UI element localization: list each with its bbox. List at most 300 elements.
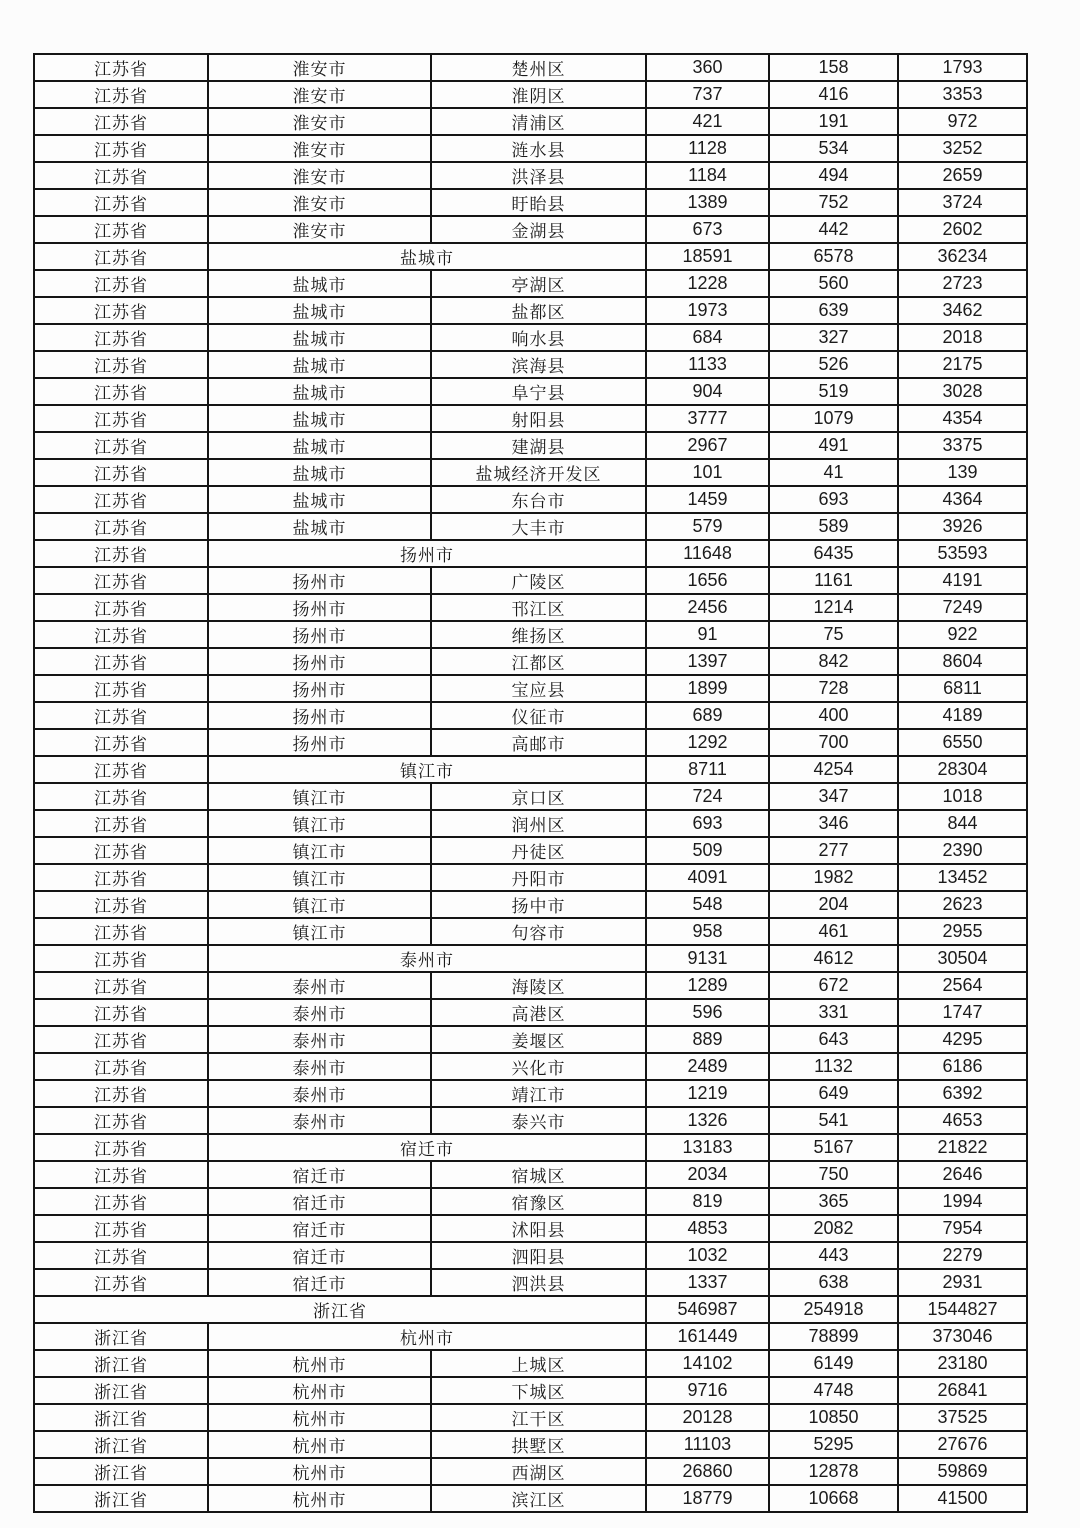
- cell-district: 丹徒区: [431, 837, 646, 864]
- cell-value-2: 327: [769, 324, 898, 351]
- cell-value-1: 548: [646, 891, 769, 918]
- table-row: [34, 891, 1027, 918]
- cell-district: 高港区: [431, 999, 646, 1026]
- cell-value-3: 2623: [898, 891, 1027, 918]
- cell-value-3: 3462: [898, 297, 1027, 324]
- cell-district: 东台市: [431, 486, 646, 513]
- cell-value-1: 684: [646, 324, 769, 351]
- cell-value-2: 5295: [769, 1431, 898, 1458]
- cell-province: 江苏省: [34, 297, 208, 324]
- table-row: [34, 945, 1027, 972]
- cell-value-1: 2456: [646, 594, 769, 621]
- cell-province: 浙江省: [34, 1350, 208, 1377]
- table-row: [34, 567, 1027, 594]
- cell-province: 江苏省: [34, 1053, 208, 1080]
- cell-value-1: 13183: [646, 1134, 769, 1161]
- cell-value-2: 443: [769, 1242, 898, 1269]
- cell-city-merged: 镇江市: [208, 756, 646, 783]
- cell-value-3: 6392: [898, 1080, 1027, 1107]
- cell-district: 上城区: [431, 1350, 646, 1377]
- cell-value-2: 1161: [769, 567, 898, 594]
- cell-city: 盐城市: [208, 432, 431, 459]
- cell-province: 浙江省: [34, 1323, 208, 1350]
- cell-city: 盐城市: [208, 270, 431, 297]
- cell-value-2: 700: [769, 729, 898, 756]
- cell-district: 句容市: [431, 918, 646, 945]
- cell-city: 杭州市: [208, 1377, 431, 1404]
- cell-province: 江苏省: [34, 999, 208, 1026]
- cell-district: 建湖县: [431, 432, 646, 459]
- cell-value-3: 6550: [898, 729, 1027, 756]
- cell-value-1: 889: [646, 1026, 769, 1053]
- cell-value-3: 23180: [898, 1350, 1027, 1377]
- cell-province: 江苏省: [34, 918, 208, 945]
- cell-district: 滨海县: [431, 351, 646, 378]
- cell-value-2: 728: [769, 675, 898, 702]
- cell-value-1: 689: [646, 702, 769, 729]
- cell-district: 金湖县: [431, 216, 646, 243]
- cell-province: 江苏省: [34, 648, 208, 675]
- cell-province: 江苏省: [34, 1026, 208, 1053]
- cell-city: 淮安市: [208, 108, 431, 135]
- cell-value-1: 18591: [646, 243, 769, 270]
- cell-value-2: 6149: [769, 1350, 898, 1377]
- cell-value-2: 639: [769, 297, 898, 324]
- cell-value-3: 1747: [898, 999, 1027, 1026]
- cell-province: 江苏省: [34, 459, 208, 486]
- table-row: [34, 675, 1027, 702]
- cell-city-merged: 宿迁市: [208, 1134, 646, 1161]
- cell-district: 滨江区: [431, 1485, 646, 1512]
- cell-value-1: 1899: [646, 675, 769, 702]
- table-row: [34, 1242, 1027, 1269]
- cell-value-1: 14102: [646, 1350, 769, 1377]
- cell-value-1: 18779: [646, 1485, 769, 1512]
- cell-value-1: 2034: [646, 1161, 769, 1188]
- table-row: [34, 972, 1027, 999]
- cell-value-1: 3777: [646, 405, 769, 432]
- cell-city-merged: 扬州市: [208, 540, 646, 567]
- cell-value-1: 421: [646, 108, 769, 135]
- cell-city: 镇江市: [208, 837, 431, 864]
- cell-city: 杭州市: [208, 1485, 431, 1512]
- cell-district: 射阳县: [431, 405, 646, 432]
- cell-city: 宿迁市: [208, 1269, 431, 1296]
- cell-city: 扬州市: [208, 594, 431, 621]
- cell-value-2: 191: [769, 108, 898, 135]
- cell-city: 杭州市: [208, 1404, 431, 1431]
- cell-value-3: 4653: [898, 1107, 1027, 1134]
- cell-value-3: 2931: [898, 1269, 1027, 1296]
- cell-district: 盐都区: [431, 297, 646, 324]
- cell-value-3: 41500: [898, 1485, 1027, 1512]
- cell-district: 姜堰区: [431, 1026, 646, 1053]
- cell-value-3: 28304: [898, 756, 1027, 783]
- cell-value-3: 2279: [898, 1242, 1027, 1269]
- cell-district: 泗阳县: [431, 1242, 646, 1269]
- cell-province: 江苏省: [34, 621, 208, 648]
- cell-value-3: 1544827: [898, 1296, 1027, 1323]
- cell-value-3: 6186: [898, 1053, 1027, 1080]
- table-row: [34, 756, 1027, 783]
- cell-value-3: 2646: [898, 1161, 1027, 1188]
- cell-value-1: 1289: [646, 972, 769, 999]
- cell-value-2: 331: [769, 999, 898, 1026]
- cell-province: 江苏省: [34, 378, 208, 405]
- cell-province: 江苏省: [34, 783, 208, 810]
- cell-value-1: 360: [646, 54, 769, 81]
- cell-value-1: 9131: [646, 945, 769, 972]
- cell-city: 镇江市: [208, 810, 431, 837]
- cell-city: 盐城市: [208, 405, 431, 432]
- cell-province: 江苏省: [34, 1080, 208, 1107]
- cell-value-2: 4612: [769, 945, 898, 972]
- table-row: [34, 54, 1027, 81]
- cell-district: 维扬区: [431, 621, 646, 648]
- cell-province: 浙江省: [34, 1485, 208, 1512]
- cell-value-2: 672: [769, 972, 898, 999]
- cell-district: 清浦区: [431, 108, 646, 135]
- cell-value-3: 7249: [898, 594, 1027, 621]
- cell-value-1: 1397: [646, 648, 769, 675]
- cell-value-2: 400: [769, 702, 898, 729]
- cell-district: 拱墅区: [431, 1431, 646, 1458]
- cell-value-3: 972: [898, 108, 1027, 135]
- cell-value-3: 7954: [898, 1215, 1027, 1242]
- cell-value-1: 1292: [646, 729, 769, 756]
- table-row: [34, 1404, 1027, 1431]
- cell-province-merged: 浙江省: [34, 1296, 646, 1323]
- cell-province: 江苏省: [34, 513, 208, 540]
- cell-value-2: 4748: [769, 1377, 898, 1404]
- table-row: [34, 459, 1027, 486]
- cell-value-2: 1214: [769, 594, 898, 621]
- cell-value-1: 20128: [646, 1404, 769, 1431]
- cell-province: 浙江省: [34, 1404, 208, 1431]
- table-row: [34, 648, 1027, 675]
- cell-province: 江苏省: [34, 1188, 208, 1215]
- table-row: [34, 216, 1027, 243]
- cell-value-3: 4364: [898, 486, 1027, 513]
- cell-city: 宿迁市: [208, 1188, 431, 1215]
- cell-value-1: 904: [646, 378, 769, 405]
- cell-city: 扬州市: [208, 567, 431, 594]
- cell-value-2: 5167: [769, 1134, 898, 1161]
- table-row: [34, 1296, 1027, 1323]
- cell-city-merged: 杭州市: [208, 1323, 646, 1350]
- cell-value-1: 11103: [646, 1431, 769, 1458]
- cell-district: 响水县: [431, 324, 646, 351]
- cell-district: 广陵区: [431, 567, 646, 594]
- cell-value-2: 519: [769, 378, 898, 405]
- cell-province: 江苏省: [34, 162, 208, 189]
- cell-value-2: 541: [769, 1107, 898, 1134]
- cell-value-2: 842: [769, 648, 898, 675]
- cell-value-1: 509: [646, 837, 769, 864]
- cell-city: 宿迁市: [208, 1242, 431, 1269]
- cell-province: 江苏省: [34, 486, 208, 513]
- cell-value-1: 2489: [646, 1053, 769, 1080]
- cell-value-1: 4091: [646, 864, 769, 891]
- cell-province: 浙江省: [34, 1458, 208, 1485]
- cell-city: 盐城市: [208, 351, 431, 378]
- cell-value-1: 11648: [646, 540, 769, 567]
- cell-district: 西湖区: [431, 1458, 646, 1485]
- cell-city: 镇江市: [208, 783, 431, 810]
- cell-province: 浙江省: [34, 1431, 208, 1458]
- cell-value-2: 589: [769, 513, 898, 540]
- table-row: [34, 108, 1027, 135]
- cell-value-3: 3724: [898, 189, 1027, 216]
- cell-city: 扬州市: [208, 702, 431, 729]
- table-row: [34, 1431, 1027, 1458]
- table-row: [34, 513, 1027, 540]
- cell-value-1: 1326: [646, 1107, 769, 1134]
- cell-city-merged: 泰州市: [208, 945, 646, 972]
- cell-value-3: 139: [898, 459, 1027, 486]
- table-row: [34, 378, 1027, 405]
- cell-city: 扬州市: [208, 648, 431, 675]
- cell-value-3: 3028: [898, 378, 1027, 405]
- cell-province: 江苏省: [34, 729, 208, 756]
- cell-province: 江苏省: [34, 837, 208, 864]
- cell-district: 江干区: [431, 1404, 646, 1431]
- table-row: [34, 1053, 1027, 1080]
- cell-district: 兴化市: [431, 1053, 646, 1080]
- table-row: [34, 135, 1027, 162]
- cell-district: 宿城区: [431, 1161, 646, 1188]
- cell-city: 盐城市: [208, 513, 431, 540]
- cell-value-2: 752: [769, 189, 898, 216]
- cell-value-2: 494: [769, 162, 898, 189]
- table-row: [34, 594, 1027, 621]
- cell-province: 江苏省: [34, 945, 208, 972]
- cell-province: 江苏省: [34, 1215, 208, 1242]
- table-row: [34, 243, 1027, 270]
- cell-value-1: 8711: [646, 756, 769, 783]
- table-row: [34, 1026, 1027, 1053]
- cell-value-2: 643: [769, 1026, 898, 1053]
- cell-value-2: 204: [769, 891, 898, 918]
- cell-city: 泰州市: [208, 1026, 431, 1053]
- table-row: [34, 1269, 1027, 1296]
- cell-province: 江苏省: [34, 1161, 208, 1188]
- cell-value-2: 347: [769, 783, 898, 810]
- cell-province: 江苏省: [34, 405, 208, 432]
- table-row: [34, 918, 1027, 945]
- cell-province: 江苏省: [34, 135, 208, 162]
- cell-district: 下城区: [431, 1377, 646, 1404]
- cell-value-3: 3926: [898, 513, 1027, 540]
- cell-city: 杭州市: [208, 1350, 431, 1377]
- table-row: [34, 405, 1027, 432]
- cell-value-1: 1128: [646, 135, 769, 162]
- table-row: [34, 162, 1027, 189]
- cell-value-2: 158: [769, 54, 898, 81]
- cell-district: 海陵区: [431, 972, 646, 999]
- cell-value-3: 1994: [898, 1188, 1027, 1215]
- cell-value-2: 10850: [769, 1404, 898, 1431]
- cell-value-1: 579: [646, 513, 769, 540]
- cell-value-2: 649: [769, 1080, 898, 1107]
- table-row: [34, 540, 1027, 567]
- cell-value-2: 693: [769, 486, 898, 513]
- cell-city: 宿迁市: [208, 1161, 431, 1188]
- cell-value-3: 844: [898, 810, 1027, 837]
- cell-district: 京口区: [431, 783, 646, 810]
- table-row: [34, 837, 1027, 864]
- table-row: [34, 1350, 1027, 1377]
- cell-province: 江苏省: [34, 864, 208, 891]
- cell-province: 江苏省: [34, 675, 208, 702]
- table-row: [34, 1107, 1027, 1134]
- cell-value-1: 1184: [646, 162, 769, 189]
- table-row: [34, 189, 1027, 216]
- cell-value-3: 4189: [898, 702, 1027, 729]
- table-row: [34, 1485, 1027, 1512]
- cell-city: 扬州市: [208, 729, 431, 756]
- cell-value-2: 365: [769, 1188, 898, 1215]
- table-row: [34, 1188, 1027, 1215]
- cell-city: 泰州市: [208, 1053, 431, 1080]
- cell-city: 淮安市: [208, 135, 431, 162]
- cell-value-3: 3252: [898, 135, 1027, 162]
- cell-district: 楚州区: [431, 54, 646, 81]
- cell-province: 江苏省: [34, 594, 208, 621]
- cell-value-1: 693: [646, 810, 769, 837]
- cell-value-1: 546987: [646, 1296, 769, 1323]
- cell-city: 淮安市: [208, 162, 431, 189]
- cell-province: 江苏省: [34, 243, 208, 270]
- cell-city-merged: 盐城市: [208, 243, 646, 270]
- cell-city: 泰州市: [208, 1107, 431, 1134]
- cell-value-2: 2082: [769, 1215, 898, 1242]
- cell-value-3: 27676: [898, 1431, 1027, 1458]
- cell-city: 扬州市: [208, 621, 431, 648]
- cell-value-3: 2175: [898, 351, 1027, 378]
- cell-value-3: 59869: [898, 1458, 1027, 1485]
- cell-value-3: 3353: [898, 81, 1027, 108]
- cell-province: 江苏省: [34, 1242, 208, 1269]
- cell-district: 阜宁县: [431, 378, 646, 405]
- cell-province: 江苏省: [34, 432, 208, 459]
- cell-value-1: 1032: [646, 1242, 769, 1269]
- table-body: [34, 54, 1027, 1512]
- cell-value-1: 1219: [646, 1080, 769, 1107]
- cell-province: 江苏省: [34, 972, 208, 999]
- cell-value-3: 3375: [898, 432, 1027, 459]
- region-statistics-table: [33, 53, 1028, 1513]
- cell-value-2: 75: [769, 621, 898, 648]
- cell-district: 丹阳市: [431, 864, 646, 891]
- cell-value-2: 526: [769, 351, 898, 378]
- cell-value-3: 30504: [898, 945, 1027, 972]
- table-row: [34, 1377, 1027, 1404]
- cell-value-1: 1459: [646, 486, 769, 513]
- cell-city: 宿迁市: [208, 1215, 431, 1242]
- cell-city: 镇江市: [208, 891, 431, 918]
- cell-value-2: 442: [769, 216, 898, 243]
- cell-province: 浙江省: [34, 1377, 208, 1404]
- cell-province: 江苏省: [34, 1107, 208, 1134]
- table-row: [34, 486, 1027, 513]
- cell-value-2: 4254: [769, 756, 898, 783]
- cell-value-2: 1079: [769, 405, 898, 432]
- cell-value-3: 373046: [898, 1323, 1027, 1350]
- cell-value-1: 724: [646, 783, 769, 810]
- cell-city: 淮安市: [208, 81, 431, 108]
- cell-value-2: 78899: [769, 1323, 898, 1350]
- table-row: [34, 810, 1027, 837]
- cell-value-1: 91: [646, 621, 769, 648]
- table-row: [34, 1323, 1027, 1350]
- cell-province: 江苏省: [34, 1134, 208, 1161]
- cell-district: 涟水县: [431, 135, 646, 162]
- cell-province: 江苏省: [34, 567, 208, 594]
- cell-value-2: 12878: [769, 1458, 898, 1485]
- table-row: [34, 1215, 1027, 1242]
- cell-province: 江苏省: [34, 756, 208, 783]
- cell-value-3: 2390: [898, 837, 1027, 864]
- cell-province: 江苏省: [34, 324, 208, 351]
- cell-district: 泗洪县: [431, 1269, 646, 1296]
- table-row: [34, 324, 1027, 351]
- cell-value-2: 346: [769, 810, 898, 837]
- cell-value-3: 26841: [898, 1377, 1027, 1404]
- cell-value-1: 9716: [646, 1377, 769, 1404]
- cell-province: 江苏省: [34, 81, 208, 108]
- cell-value-2: 10668: [769, 1485, 898, 1512]
- cell-value-1: 4853: [646, 1215, 769, 1242]
- cell-value-1: 1656: [646, 567, 769, 594]
- cell-value-1: 1973: [646, 297, 769, 324]
- cell-district: 淮阴区: [431, 81, 646, 108]
- cell-value-3: 6811: [898, 675, 1027, 702]
- cell-value-3: 4191: [898, 567, 1027, 594]
- cell-value-1: 1228: [646, 270, 769, 297]
- cell-district: 亭湖区: [431, 270, 646, 297]
- cell-city: 淮安市: [208, 216, 431, 243]
- cell-district: 宿豫区: [431, 1188, 646, 1215]
- cell-value-3: 53593: [898, 540, 1027, 567]
- cell-value-3: 922: [898, 621, 1027, 648]
- cell-province: 江苏省: [34, 270, 208, 297]
- cell-city: 泰州市: [208, 972, 431, 999]
- cell-value-2: 41: [769, 459, 898, 486]
- cell-value-2: 491: [769, 432, 898, 459]
- table-row: [34, 351, 1027, 378]
- cell-district: 沭阳县: [431, 1215, 646, 1242]
- cell-province: 江苏省: [34, 108, 208, 135]
- cell-value-3: 4354: [898, 405, 1027, 432]
- table-row: [34, 1458, 1027, 1485]
- cell-value-3: 8604: [898, 648, 1027, 675]
- cell-value-1: 1389: [646, 189, 769, 216]
- cell-district: 盱眙县: [431, 189, 646, 216]
- table-row: [34, 864, 1027, 891]
- cell-value-3: 2723: [898, 270, 1027, 297]
- cell-value-1: 101: [646, 459, 769, 486]
- cell-district: 江都区: [431, 648, 646, 675]
- cell-district: 盐城经济开发区: [431, 459, 646, 486]
- cell-value-2: 6435: [769, 540, 898, 567]
- table-row: [34, 702, 1027, 729]
- cell-value-1: 737: [646, 81, 769, 108]
- cell-province: 江苏省: [34, 216, 208, 243]
- cell-province: 江苏省: [34, 351, 208, 378]
- cell-value-1: 596: [646, 999, 769, 1026]
- cell-province: 江苏省: [34, 702, 208, 729]
